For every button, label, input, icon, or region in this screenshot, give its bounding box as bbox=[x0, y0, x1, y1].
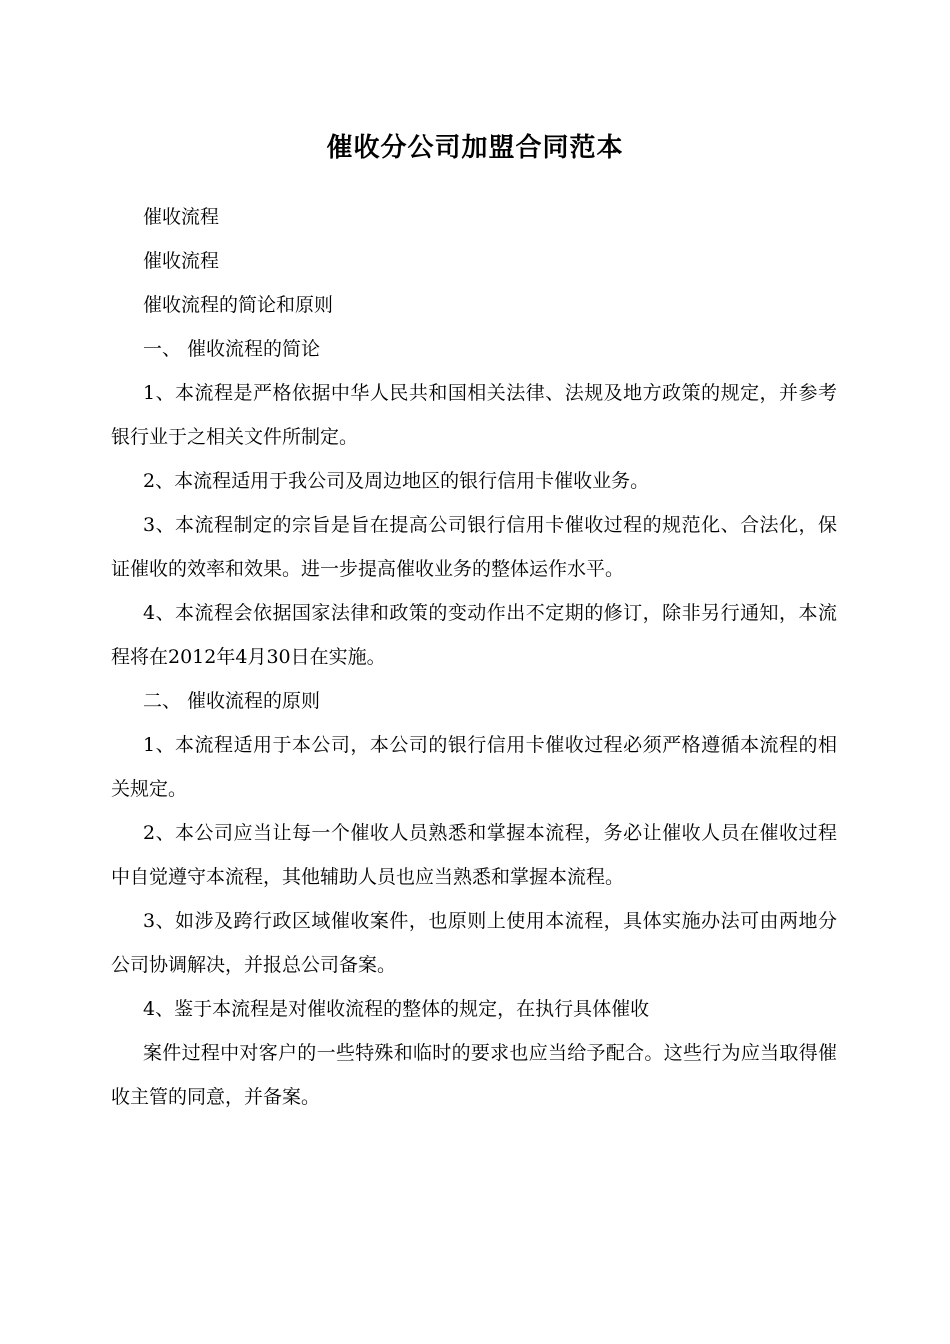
paragraph: 3、本流程制定的宗旨是旨在提高公司银行信用卡催收过程的规范化、合法化，保证催收的效率和效果。进一步提高催收业务的整体运作水平。 bbox=[111, 514, 837, 580]
paragraph: 1、本流程适用于本公司，本公司的银行信用卡催收过程必须严格遵循本流程的相关规定。 bbox=[111, 734, 837, 800]
paragraph: 4、鉴于本流程是对催收流程的整体的规定，在执行具体催收 bbox=[143, 998, 650, 1020]
paragraph: 催收流程的简论和原则 bbox=[143, 294, 334, 316]
paragraph: 2、本公司应当让每一个催收人员熟悉和掌握本流程，务必让催收人员在催收过程中自觉遵守本流程，其他辅助人员也应当熟悉和掌握本流程。 bbox=[111, 822, 837, 888]
paragraph: 2、本流程适用于我公司及周边地区的银行信用卡催收业务。 bbox=[143, 470, 650, 492]
paragraph: 催收流程 bbox=[143, 250, 220, 272]
document-body bbox=[111, 195, 837, 1119]
paragraph: 1、本流程是严格依据中华人民共和国相关法律、法规及地方政策的规定，并参考银行业于之相关文件所制定。 bbox=[111, 382, 837, 448]
paragraph: 4、本流程会依据国家法律和政策的变动作出不定期的修订，除非另行通知，本流程将在2012年4月30日在实施。 bbox=[111, 602, 837, 668]
paragraph: 3、如涉及跨行政区域催收案件，也原则上使用本流程，具体实施办法可由两地分公司协调解决，并报总公司备案。 bbox=[111, 910, 837, 976]
paragraph: 案件过程中对客户的一些特殊和临时的要求也应当给予配合。这些行为应当取得催收主管的同意，并备案。 bbox=[111, 1042, 837, 1108]
paragraph: 催收流程 bbox=[143, 206, 220, 228]
section-heading: 二、 催收流程的原则 bbox=[143, 690, 321, 712]
document-title: 催收分公司加盟合同范本 bbox=[326, 133, 624, 163]
section-heading: 一、 催收流程的简论 bbox=[143, 338, 321, 360]
